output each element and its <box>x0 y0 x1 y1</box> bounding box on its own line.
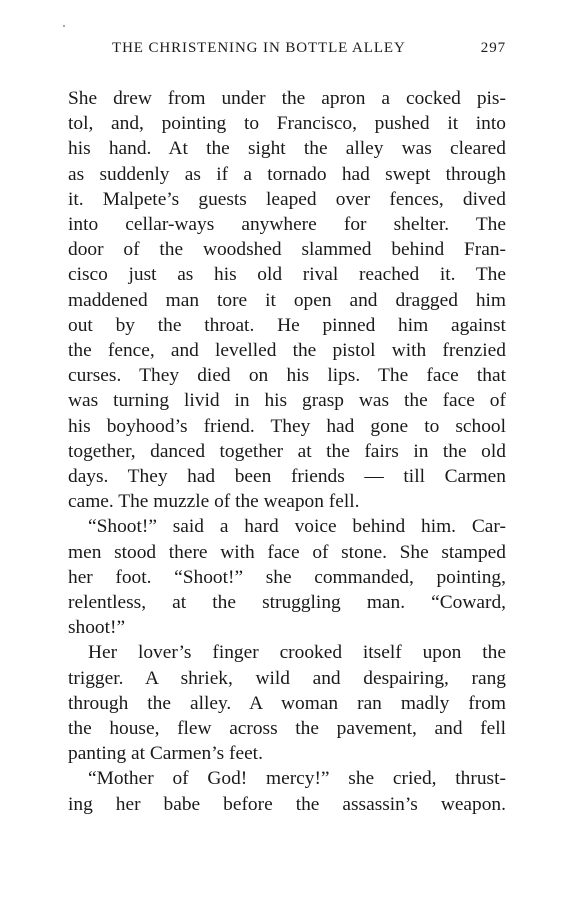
book-page <box>68 40 506 817</box>
text-line: door of the woodshed slammed behind Fran- <box>68 239 507 261</box>
text-line: her foot. “Shoot!” she commanded, pointing, <box>68 566 506 588</box>
text-line: as suddenly as if a tornado had swept through <box>68 163 506 185</box>
text-line: “Mother of God! mercy!” she cried, thrust- <box>88 768 506 790</box>
text-line: it. Malpete’s guests leaped over fences, dived <box>68 188 506 210</box>
text-line: trigger. A shriek, wild and despairing, rang <box>68 667 506 689</box>
text-line: panting at Carmen’s feet. <box>68 743 263 765</box>
page-number: 297 <box>480 40 506 56</box>
text-line: into cellar-ways anywhere for shelter. The <box>68 214 506 236</box>
text-line: the house, flew across the pavement, and fell <box>68 718 506 740</box>
text-line: out by the throat. He pinned him against <box>68 314 506 336</box>
text-line: came. The muzzle of the weapon fell. <box>68 491 360 513</box>
text-line: tol, and, pointing to Francisco, pushed it into <box>68 113 506 135</box>
text-line: his boyhood’s friend. They had gone to school <box>68 415 506 437</box>
text-line: shoot!” <box>68 617 126 639</box>
text-line: ing her babe before the assassin’s weapon. <box>68 793 506 815</box>
stray-mark <box>63 25 65 27</box>
text-line: the fence, and levelled the pistol with frenzied <box>68 340 506 362</box>
running-title: THE CHRISTENING IN BOTTLE ALLEY <box>112 40 406 56</box>
text-line: together, danced together at the fairs in the old <box>68 440 506 462</box>
text-line: “Shoot!” said a hard voice behind him. Car- <box>88 516 506 538</box>
body-text <box>68 86 506 817</box>
running-header <box>112 40 506 66</box>
text-line: She drew from under the apron a cocked pis- <box>68 88 506 109</box>
text-line: men stood there with face of stone. She stamped <box>68 541 506 563</box>
text-line: Her lover’s finger crooked itself upon the <box>88 642 506 664</box>
text-line: cisco just as his old rival reached it. The <box>68 264 506 286</box>
text-line: days. They had been friends — till Carmen <box>68 466 506 488</box>
text-line: through the alley. A woman ran madly from <box>68 692 506 714</box>
text-line: curses. They died on his lips. The face that <box>68 365 506 387</box>
text-line: maddened man tore it open and dragged him <box>68 289 507 311</box>
text-line: relentless, at the struggling man. “Coward, <box>68 592 506 614</box>
text-line: his hand. At the sight the alley was cleared <box>68 138 506 160</box>
text-line: was turning livid in his grasp was the face of <box>68 390 506 412</box>
